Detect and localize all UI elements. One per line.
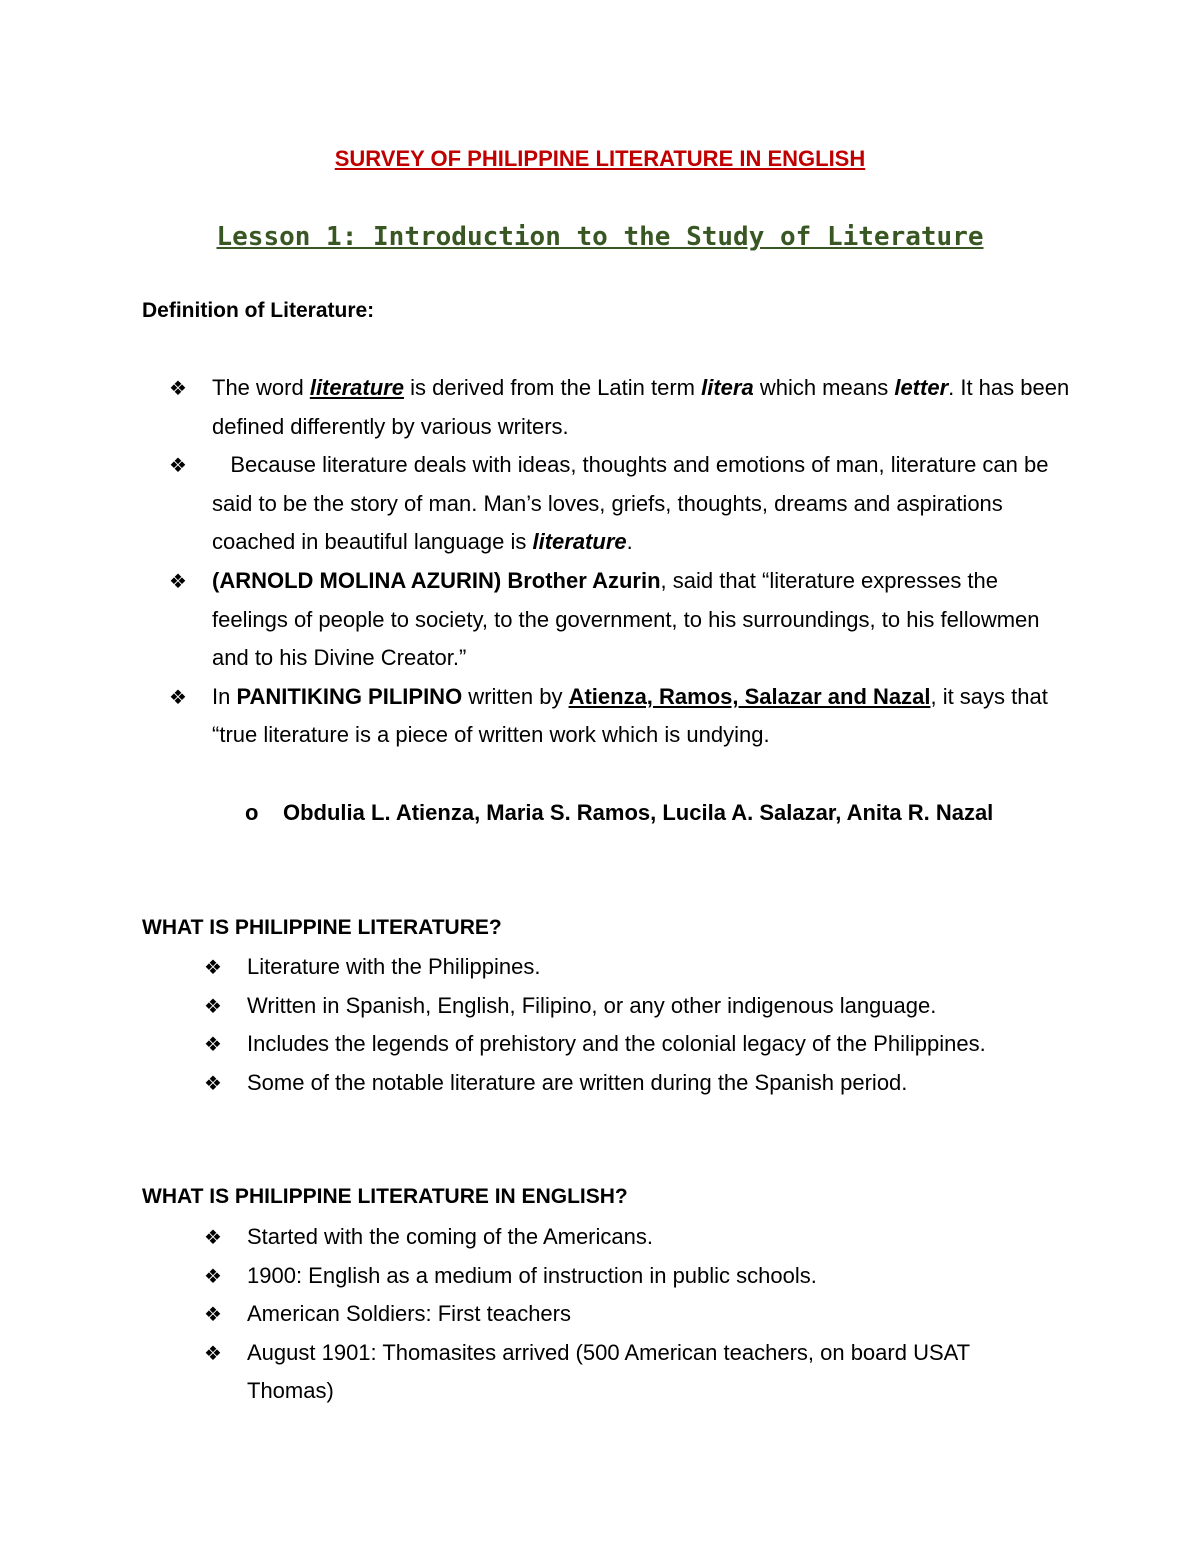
list-item: ❖ August 1901: Thomasites arrived (500 American teachers, on board USAT Thomas): [247, 1334, 1047, 1411]
philippine-literature-list: [204, 948, 1087, 1102]
authors-sublist: [245, 794, 1043, 833]
list-item: o Obdulia L. Atienza, Maria S. Ramos, Lucila A. Salazar, Anita R. Nazal: [283, 794, 1043, 833]
diamond-bullet-icon: ❖: [169, 684, 187, 709]
list-item: ❖ Some of the notable literature are written during the Spanish period.: [247, 1064, 1087, 1103]
list-item: ❖ The word literature is derived from the Latin term litera which means letter. It has been defined differently by various writers.: [212, 369, 1072, 446]
diamond-bullet-icon: ❖: [204, 1340, 222, 1365]
diamond-bullet-icon: ❖: [169, 376, 187, 400]
philippine-literature-english-heading: WHAT IS PHILIPPINE LITERATURE IN ENGLISH?: [142, 1185, 628, 1208]
list-item: ❖ Literature with the Philippines.: [247, 948, 1087, 987]
diamond-bullet-icon: ❖: [169, 568, 187, 593]
list-item: ❖ In PANITIKING PILIPINO written by Atienza, Ramos, Salazar and Nazal, it says that “true literature is a piece of written work which is undying.: [212, 678, 1072, 755]
list-item: ❖ Written in Spanish, English, Filipino, or any other indigenous language.: [247, 987, 1087, 1026]
definition-heading: Definition of Literature:: [142, 299, 375, 322]
list-item: ❖ (ARNOLD MOLINA AZURIN) Brother Azurin, said that “literature expresses the feelings of people to society, to the government, to his surroundings, to his fellowmen and to his Divine Creator.”: [212, 562, 1072, 678]
philippine-literature-english-list: [204, 1218, 1047, 1411]
definition-list: [169, 369, 1072, 755]
list-item: ❖ Started with the coming of the Americans.: [247, 1218, 1047, 1257]
diamond-bullet-icon: ❖: [169, 453, 187, 478]
list-item: ❖ American Soldiers: First teachers: [247, 1295, 1047, 1334]
diamond-bullet-icon: ❖: [204, 1302, 222, 1327]
diamond-bullet-icon: ❖: [204, 993, 222, 1018]
list-item: ❖ Includes the legends of prehistory and the colonial legacy of the Philippines.: [247, 1025, 1087, 1064]
diamond-bullet-icon: ❖: [204, 955, 222, 979]
diamond-bullet-icon: ❖: [204, 1032, 222, 1057]
diamond-bullet-icon: ❖: [204, 1070, 222, 1095]
document-title: SURVEY OF PHILIPPINE LITERATURE IN ENGLISH: [334, 146, 866, 171]
diamond-bullet-icon: ❖: [204, 1263, 222, 1288]
diamond-bullet-icon: ❖: [204, 1225, 222, 1249]
circle-bullet-icon: o: [245, 800, 259, 825]
list-item: ❖ Because literature deals with ideas, thoughts and emotions of man, literature can be said to be the story of man. Man’s loves, griefs, thoughts, dreams and aspirations coached in beautiful language is literature.: [212, 446, 1072, 562]
philippine-literature-heading: WHAT IS PHILIPPINE LITERATURE?: [142, 916, 502, 939]
lesson-title: Lesson 1: Introduction to the Study of Literature: [216, 222, 984, 252]
list-item: ❖ 1900: English as a medium of instruction in public schools.: [247, 1257, 1047, 1296]
